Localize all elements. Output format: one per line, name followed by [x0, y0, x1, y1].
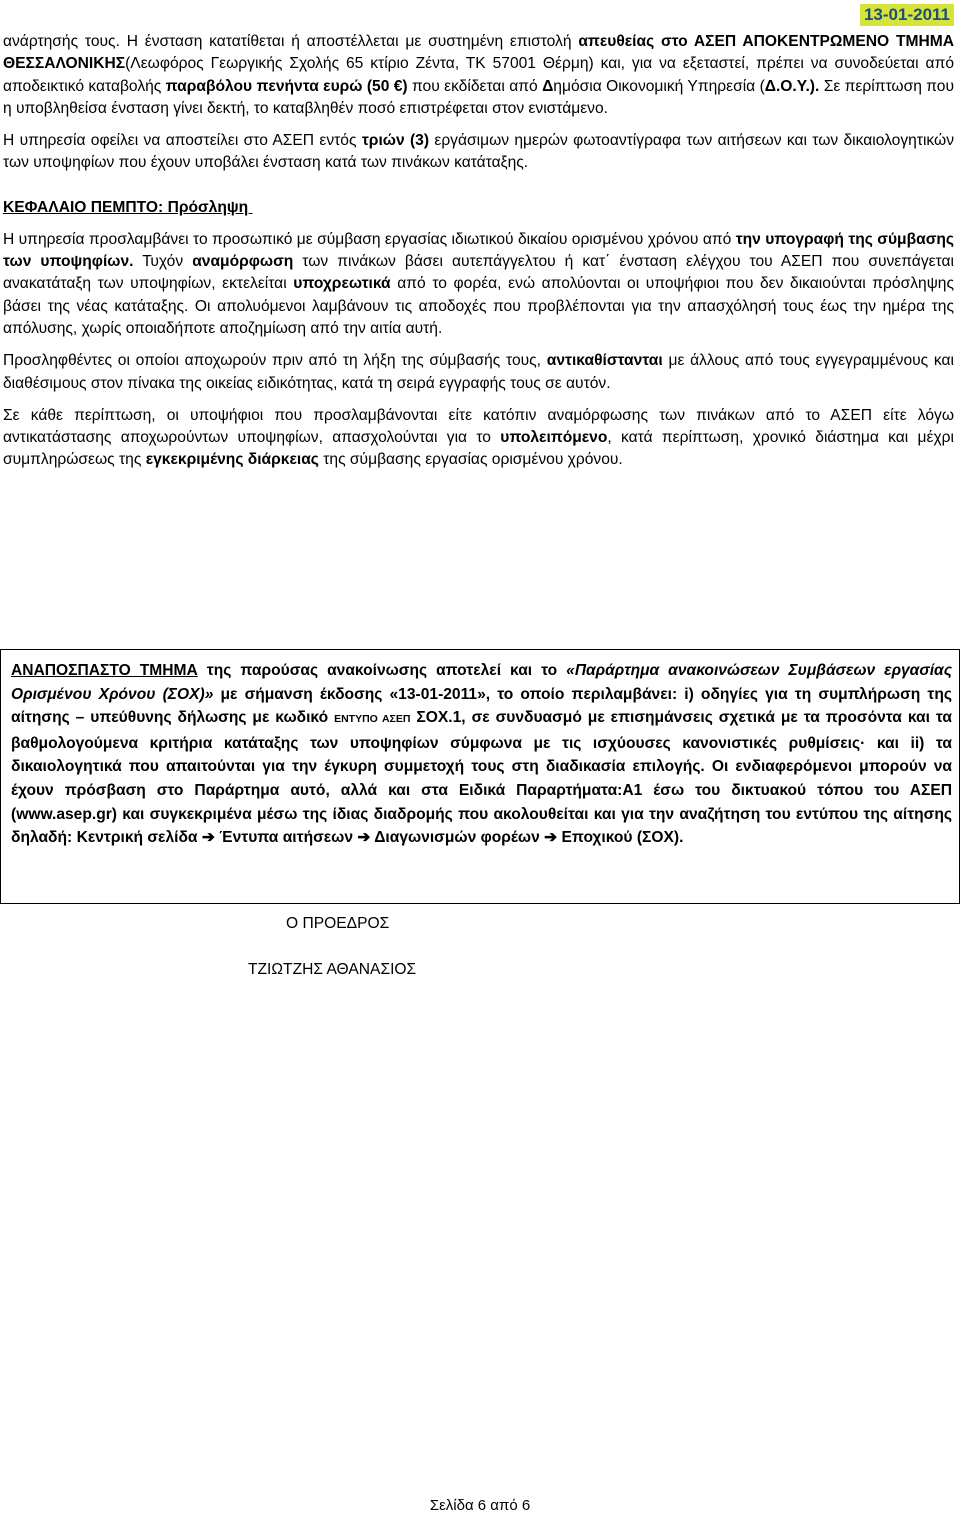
- text: με άλλους από τους εγγεγραμμένους και διαθέσιμους στον πίνακα της οικείας ειδικότητας, κατά τη σειρά εγγραφής τους σε αυτόν.: [3, 352, 954, 392]
- bold-text: υπολειπόμενο: [500, 429, 608, 447]
- text: Σε κάθε περίπτωση, οι υποψήφιοι που προσλαμβάνονται είτε κατόπιν αναμόρφωσης των πινάκων από το ΑΣΕΠ είτε λόγω αντικατάστασης αποχωρούντων υποψηφίων, απασχολούνται για το: [3, 406, 954, 447]
- bold-text: την υπογραφή της σύμβασης των υποψηφίων.: [3, 230, 954, 271]
- bold-text: εγκεκριμένης διάρκειας: [145, 451, 319, 469]
- nav-path-competitions: Διαγωνισμών φορέων: [370, 829, 540, 847]
- nav-path-forms: Έντυπα αιτήσεων: [214, 829, 354, 847]
- chapter-heading: ΚΕΦΑΛΑΙΟ ΠΕΜΠΤΟ: Πρόσληψη: [3, 198, 253, 216]
- page-number: Σελίδα 6 από 6: [429, 1497, 531, 1514]
- bold-text: τριών (3): [361, 132, 430, 150]
- text: Σε περίπτωση που η υποβληθείσα ένσταση γίνει δεκτή, το καταβληθέν ποσό επιστρέφεται στον ενιστάμενο.: [3, 77, 954, 117]
- paragraph-remaining-term: [3, 405, 954, 472]
- paragraph-replacement: [3, 350, 954, 395]
- text: , κατά περίπτωση, χρονικό διάστημα και μέχρι συμπληρώσεως της: [3, 429, 954, 469]
- bold-text: αναμόρφωση: [192, 253, 294, 271]
- bold-text: Δ.Ο.Υ.).: [764, 77, 820, 95]
- text: της σύμβασης εργασίας ορισμένου χρόνου.: [318, 451, 623, 469]
- signature-name: ΤΖΙΩΤΖΗΣ ΑΘΑΝΑΣΙΟΣ: [248, 961, 417, 978]
- signature-title: Ο ΠΡΟΕΔΡΟΣ: [286, 915, 390, 932]
- paragraph-service-obligation: [3, 130, 954, 175]
- underlined-text: ΑΝΑΠΟΣΠΑΣΤΟ ΤΜΗΜΑ: [11, 662, 198, 679]
- small-caps-text: ΕΝΤΥΠΟ ΑΣΕΠ: [334, 713, 411, 726]
- text: ημόσια Οικονομική Υπηρεσία (: [553, 77, 765, 95]
- bold-text: απευθείας στο ΑΣΕΠ ΑΠΟΚΕΝΤΡΩΜΕΝΟ ΤΜΗΜΑ ΘΕΣΣΑΛΟΝΙΚΗΣ: [3, 33, 954, 73]
- text: της παρούσας ανακοίνωσης αποτελεί και το: [197, 662, 567, 679]
- arrow-right-icon: ➔: [357, 829, 371, 847]
- text: εργάσιμων ημερών φωτοαντίγραφα των αιτήσεων και των δικαιολογητικών των υποψηφίων που έχουν υποβάλει ένσταση κατά των πινάκων κατάταξης.: [3, 132, 955, 172]
- text: ΣΟΧ.1, σε συνδυασμό με επισημάνσεις σχετικά με τα προσόντα και τα βαθμολογούμενα κριτήρια κατάταξης των υποψηφίων σύμφωνα με τις ισχύουσες κανονιστικές ρυθμίσεις· και ii) τα δικαιολογητικά που απαιτούνται για την έγκυρη συμμετοχή τους στη διαδικασία επιλογής. Οι ενδιαφερόμενοι μπορούν να έχουν πρόσβαση στο Παράρτημα αυτό, αλλά και στα Ειδικά Παραρτήματα:Α1 έσω του δικτυακού τόπου του ΑΣΕΠ (www.asep.gr) και συγκεκριμένα μέσω της ίδιας διαδρομής που ακολουθείται και για την αναζήτηση του εντύπου της αίτησης δηλαδή:: [11, 709, 952, 847]
- nav-path-home: Κεντρική σελίδα: [76, 829, 198, 847]
- detachable-section-box: [0, 649, 960, 904]
- text: Η υπηρεσία προσλαμβάνει το προσωπικό με σύμβαση εργασίας ιδιωτικού δικαίου ορισμένου χρόνου από: [3, 230, 736, 248]
- paragraph-objection: [3, 31, 954, 120]
- date-badge: 13-01-2011: [860, 4, 954, 26]
- text: που εκδίδεται από: [407, 77, 543, 95]
- text: (Λεωφόρος Γεωργικής Σχολής 65 κτίριο Ζέντα, ΤΚ 57001 Θέρμη) και, για να εξεταστεί, πρέπει να συνοδεύεται από αποδεικτικό καταβολής: [3, 55, 954, 95]
- arrow-right-icon: ➔: [201, 829, 215, 847]
- paragraph-hiring: [3, 229, 954, 340]
- text: ανάρτησής τους. Η ένσταση κατατίθεται ή αποστέλλεται με συστημένη επιστολή: [3, 33, 579, 50]
- bold-text: υποχρεωτικά: [293, 275, 391, 293]
- bold-text: αντικαθίστανται: [546, 352, 663, 370]
- bold-text: παραβόλου πενήντα ευρώ (50 €): [165, 77, 408, 95]
- detachable-section-text: [11, 659, 952, 850]
- text: των πινάκων βάσει αυτεπάγγελτου ή κατ΄ ένσταση ελέγχου του ΑΣΕΠ που συνεπάγεται ανακατάταξη των υποψηφίων, εκτελείται: [3, 253, 954, 293]
- text: Η υπηρεσία οφείλει να αποστείλει στο ΑΣΕΠ εντός: [3, 132, 362, 150]
- arrow-right-icon: ➔: [544, 829, 558, 847]
- bold-text: Δ: [542, 77, 554, 95]
- text: Προσληφθέντες οι οποίοι αποχωρούν πριν από τη λήξη της σύμβασής τους,: [3, 352, 547, 370]
- text: με σήμανση έκδοσης «13-01-2011», το οποίο περιλαμβάνει: i) οδηγίες για τη συμπλήρωση της αίτησης – υπεύθυνης δήλωσης με κωδικό: [11, 685, 952, 727]
- text: Τυχόν: [133, 253, 193, 271]
- italic-text: «Παράρτημα ανακοινώσεων Συμβάσεων εργασίας Ορισμένου Χρόνου (ΣΟΧ)»: [11, 662, 953, 703]
- document-body: [3, 31, 954, 472]
- nav-path-seasonal: Εποχικού (ΣΟΧ).: [557, 829, 684, 847]
- text: από το φορέα, ενώ απολύονται οι υποψήφιοι που δεν δικαιούνται πρόσληψης βάσει της νέας κατάταξης. Οι απολυόμενοι λαμβάνουν τις αποδοχές που προβλέπονται για την απασχόλησή τους έως την ημέρα της απόλυσης, χωρίς οποιαδήποτε αποζημίωση από την αιτία αυτή.: [3, 275, 954, 337]
